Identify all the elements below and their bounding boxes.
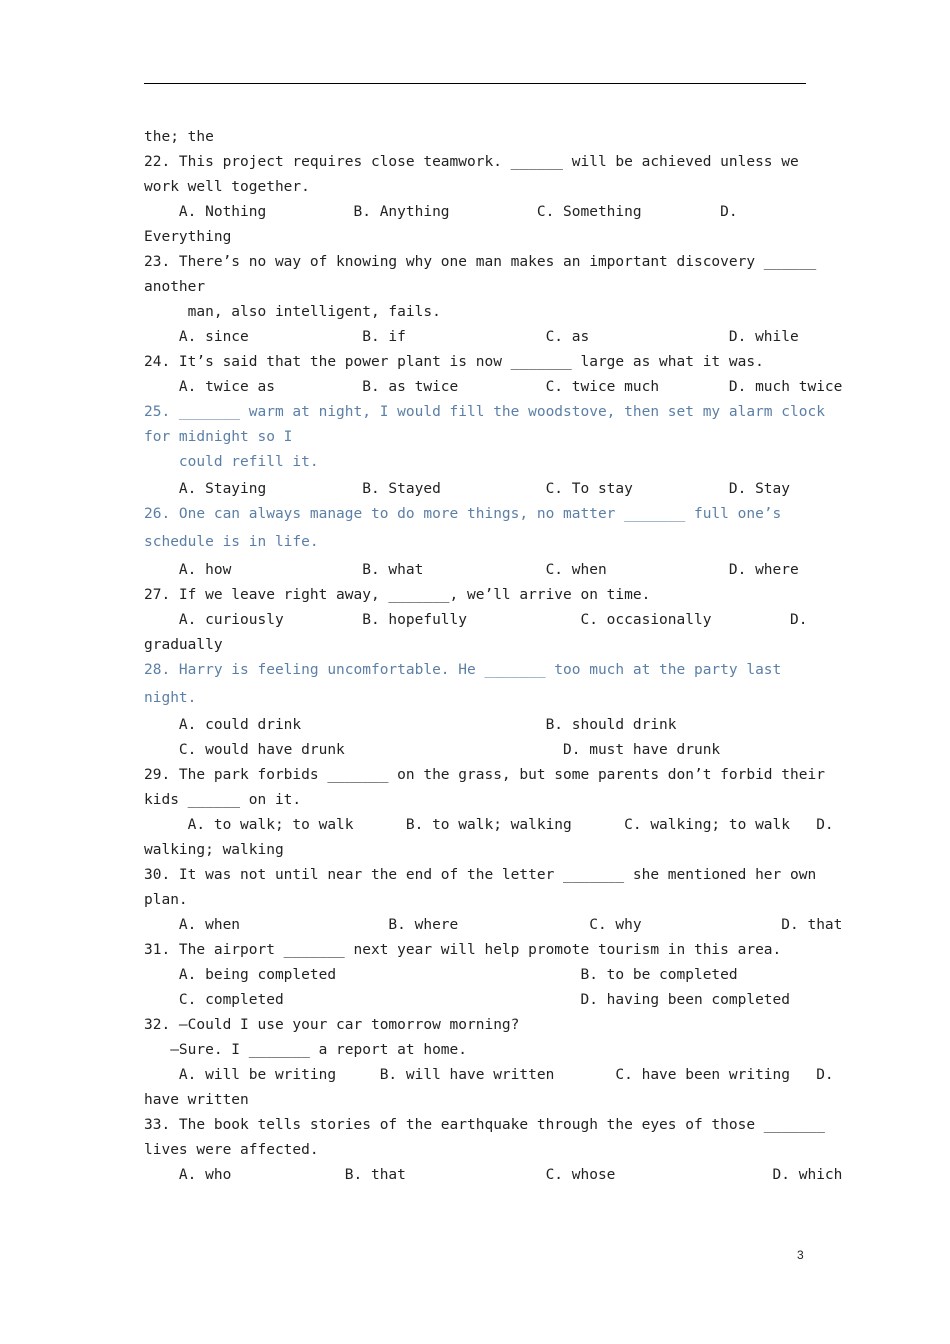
text-line: Everything [144,229,232,245]
text-line: lives were affected. [144,1142,319,1158]
question-23: 23. There’s no way of knowing why one man makes an important discovery ______ [144,254,817,270]
text-line: schedule is in life. [144,534,319,550]
text-line: could refill it. [144,454,319,470]
question-28: 28. Harry is feeling uncomfortable. He _______ too much at the party last [144,662,782,678]
options-32: A. will be writing B. will have written C. have been writing D. [144,1067,834,1083]
question-32: 32. —Could I use your car tomorrow morning? [144,1017,520,1033]
text-line: walking; walking [144,842,284,858]
text-line: night. [144,690,197,706]
header-rule [144,83,806,84]
options-30: A. when B. where C. why D. that [144,917,843,933]
options-27: A. curiously B. hopefully C. occasionally D. [144,612,808,628]
options-22: A. Nothing B. Anything C. Something D. [144,204,738,220]
question-25: 25. _______ warm at night, I would fill the woodstove, then set my alarm clock [144,404,825,420]
text-line: —Sure. I _______ a report at home. [144,1042,468,1058]
text-line: kids ______ on it. [144,792,302,808]
options-26: A. how B. what C. when D. where [144,562,799,578]
question-26: 26. One can always manage to do more things, no matter _______ full one’s [144,506,782,522]
text-line: the; the [144,129,214,145]
text-line: work well together. [144,179,310,195]
page-number: 3 [797,1248,804,1262]
question-29: 29. The park forbids _______ on the grass, but some parents don’t forbid their [144,767,825,783]
options-28-cd: C. would have drunk D. must have drunk [144,742,721,758]
text-line: man, also intelligent, fails. [144,304,441,320]
options-29: A. to walk; to walk B. to walk; walking C. walking; to walk D. [144,817,834,833]
question-31: 31. The airport _______ next year will help promote tourism in this area. [144,942,782,958]
question-22: 22. This project requires close teamwork. ______ will be achieved unless we [144,154,799,170]
options-28-ab: A. could drink B. should drink [144,717,677,733]
text-line: plan. [144,892,188,908]
question-27: 27. If we leave right away, _______, we’ll arrive on time. [144,587,651,603]
options-25: A. Staying B. Stayed C. To stay D. Stay [144,481,791,497]
text-line: another [144,279,206,295]
text-line: for midnight so I [144,429,293,445]
question-30: 30. It was not until near the end of the letter _______ she mentioned her own [144,867,817,883]
text-line: gradually [144,637,223,653]
options-31-ab: A. being completed B. to be completed [144,967,738,983]
question-24: 24. It’s said that the power plant is now _______ large as what it was. [144,354,764,370]
options-23: A. since B. if C. as D. while [144,329,799,345]
question-33: 33. The book tells stories of the earthquake through the eyes of those _______ [144,1117,825,1133]
options-24: A. twice as B. as twice C. twice much D. much twice [144,379,843,395]
options-31-cd: C. completed D. having been completed [144,992,791,1008]
text-line: have written [144,1092,249,1108]
options-33: A. who B. that C. whose D. which [144,1167,843,1183]
